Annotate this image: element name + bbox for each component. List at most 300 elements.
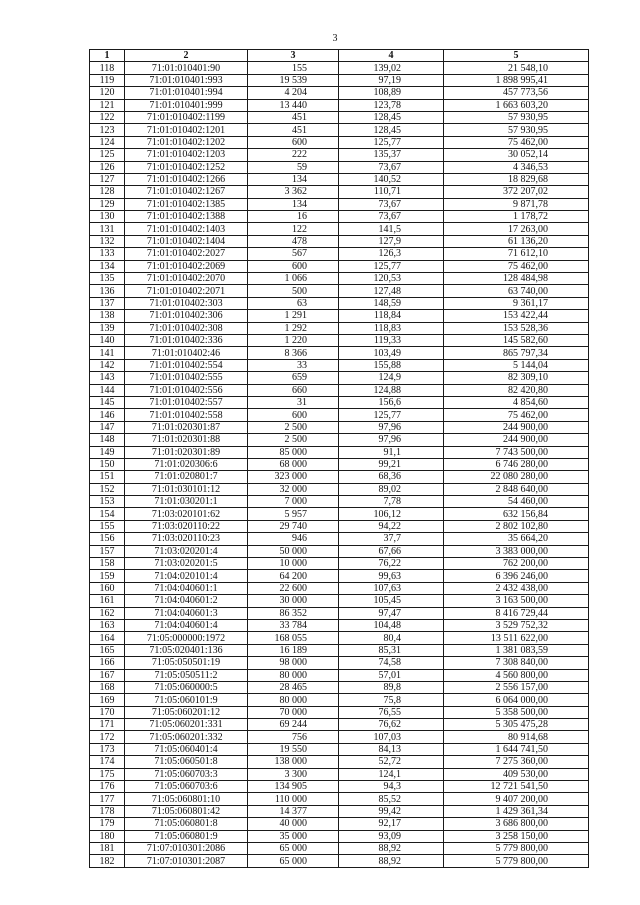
row-number-cell: 161 — [90, 595, 125, 607]
table-row — [90, 805, 589, 817]
specific-value-cell: 99,42 — [339, 805, 444, 817]
row-number-cell: 133 — [90, 248, 125, 260]
table-row — [90, 87, 589, 99]
row-number-cell: 137 — [90, 297, 125, 309]
table-row — [90, 632, 589, 644]
cadastral-value-cell: 2 556 157,00 — [444, 681, 589, 693]
table-row — [90, 533, 589, 545]
table-row — [90, 582, 589, 594]
row-number-cell: 138 — [90, 310, 125, 322]
specific-value-cell: 88,92 — [339, 843, 444, 855]
row-number-cell: 131 — [90, 223, 125, 235]
cadastral-value-cell: 2 432 438,00 — [444, 582, 589, 594]
cadastral-number-cell: 71:05:060801:42 — [125, 805, 248, 817]
row-number-cell: 164 — [90, 632, 125, 644]
specific-value-cell: 73,67 — [339, 211, 444, 223]
area-cell: 5 957 — [248, 508, 339, 520]
specific-value-cell: 118,84 — [339, 310, 444, 322]
cadastral-value-cell: 244 900,00 — [444, 434, 589, 446]
cadastral-value-cell: 1 644 741,50 — [444, 743, 589, 755]
specific-value-cell: 125,77 — [339, 260, 444, 272]
cadastral-value-cell: 9 871,78 — [444, 198, 589, 210]
cadastral-value-cell: 3 529 752,32 — [444, 619, 589, 631]
cadastral-number-cell: 71:01:010402:308 — [125, 322, 248, 334]
specific-value-cell: 37,7 — [339, 533, 444, 545]
area-cell: 50 000 — [248, 545, 339, 557]
specific-value-cell: 104,48 — [339, 619, 444, 631]
cadastral-number-cell: 71:03:020201:5 — [125, 558, 248, 570]
table-row — [90, 334, 589, 346]
cadastral-number-cell: 71:01:010402:1388 — [125, 211, 248, 223]
table-row — [90, 595, 589, 607]
row-number-cell: 150 — [90, 458, 125, 470]
cadastral-number-cell: 71:05:060501:8 — [125, 756, 248, 768]
cadastral-value-cell: 30 052,14 — [444, 149, 589, 161]
row-number-cell: 130 — [90, 211, 125, 223]
area-cell: 946 — [248, 533, 339, 545]
specific-value-cell: 84,13 — [339, 743, 444, 755]
table-body — [90, 62, 589, 867]
table-row — [90, 719, 589, 731]
cadastral-value-cell: 35 664,20 — [444, 533, 589, 545]
table-row — [90, 285, 589, 297]
table-row — [90, 396, 589, 408]
cadastral-value-cell: 17 263,00 — [444, 223, 589, 235]
cadastral-number-cell: 71:01:020301:87 — [125, 421, 248, 433]
table-row — [90, 384, 589, 396]
cadastral-number-cell: 71:03:020110:22 — [125, 520, 248, 532]
cadastral-number-cell: 71:01:010402:1201 — [125, 124, 248, 136]
table-row — [90, 248, 589, 260]
table-row — [90, 446, 589, 458]
area-cell: 168 055 — [248, 632, 339, 644]
specific-value-cell: 76,22 — [339, 558, 444, 570]
cadastral-number-cell: 71:01:010402:2069 — [125, 260, 248, 272]
cadastral-value-cell: 71 612,10 — [444, 248, 589, 260]
cadastral-number-cell: 71:07:010301:2087 — [125, 855, 248, 867]
cadastral-value-cell: 5 305 475,28 — [444, 719, 589, 731]
area-cell: 660 — [248, 384, 339, 396]
cadastral-value-cell: 8 416 729,44 — [444, 607, 589, 619]
cadastral-number-cell: 71:03:020110:23 — [125, 533, 248, 545]
cadastral-number-cell: 71:01:010402:1202 — [125, 136, 248, 148]
cadastral-number-cell: 71:05:020401:136 — [125, 644, 248, 656]
cadastral-value-cell: 5 779 800,00 — [444, 855, 589, 867]
row-number-cell: 153 — [90, 496, 125, 508]
cadastral-number-cell: 71:01:010402:558 — [125, 409, 248, 421]
table-row — [90, 235, 589, 247]
row-number-cell: 134 — [90, 260, 125, 272]
specific-value-cell: 124,1 — [339, 768, 444, 780]
area-cell: 122 — [248, 223, 339, 235]
cadastral-value-cell: 244 900,00 — [444, 421, 589, 433]
area-cell: 7 000 — [248, 496, 339, 508]
row-number-cell: 163 — [90, 619, 125, 631]
specific-value-cell: 76,55 — [339, 706, 444, 718]
cadastral-number-cell: 71:01:010402:1403 — [125, 223, 248, 235]
table-row — [90, 310, 589, 322]
cadastral-number-cell: 71:04:040601:1 — [125, 582, 248, 594]
area-cell: 65 000 — [248, 855, 339, 867]
table-row — [90, 186, 589, 198]
cadastral-number-cell: 71:01:010402:2027 — [125, 248, 248, 260]
cadastral-value-cell: 9 407 200,00 — [444, 793, 589, 805]
table-row — [90, 421, 589, 433]
row-number-cell: 168 — [90, 681, 125, 693]
table-row — [90, 322, 589, 334]
cadastral-value-cell: 153 528,36 — [444, 322, 589, 334]
specific-value-cell: 125,77 — [339, 136, 444, 148]
table-row — [90, 731, 589, 743]
table-row — [90, 347, 589, 359]
area-cell: 59 — [248, 161, 339, 173]
cadastral-number-cell: 71:01:010402:557 — [125, 396, 248, 408]
specific-value-cell: 155,88 — [339, 359, 444, 371]
table-row — [90, 508, 589, 520]
cadastral-number-cell: 71:01:010402:554 — [125, 359, 248, 371]
specific-value-cell: 123,78 — [339, 99, 444, 111]
area-cell: 28 465 — [248, 681, 339, 693]
header-cell-row-number: 1 — [90, 50, 125, 62]
area-cell: 16 189 — [248, 644, 339, 656]
area-cell: 29 740 — [248, 520, 339, 532]
cadastral-number-cell: 71:01:010402:2070 — [125, 273, 248, 285]
specific-value-cell: 85,52 — [339, 793, 444, 805]
area-cell: 14 377 — [248, 805, 339, 817]
table-row — [90, 545, 589, 557]
specific-value-cell: 75,8 — [339, 694, 444, 706]
row-number-cell: 156 — [90, 533, 125, 545]
table-row — [90, 273, 589, 285]
specific-value-cell: 105,45 — [339, 595, 444, 607]
row-number-cell: 126 — [90, 161, 125, 173]
row-number-cell: 139 — [90, 322, 125, 334]
area-cell: 134 — [248, 198, 339, 210]
row-number-cell: 146 — [90, 409, 125, 421]
cadastral-number-cell: 71:01:010402:1266 — [125, 173, 248, 185]
table-row — [90, 669, 589, 681]
cadastral-value-cell: 7 743 500,00 — [444, 446, 589, 458]
specific-value-cell: 52,72 — [339, 756, 444, 768]
area-cell: 69 244 — [248, 719, 339, 731]
cadastral-value-cell: 1 381 083,59 — [444, 644, 589, 656]
specific-value-cell: 120,53 — [339, 273, 444, 285]
table-row — [90, 198, 589, 210]
cadastral-value-cell: 75 462,00 — [444, 136, 589, 148]
area-cell: 40 000 — [248, 818, 339, 830]
cadastral-number-cell: 71:01:010401:993 — [125, 74, 248, 86]
area-cell: 32 000 — [248, 483, 339, 495]
cadastral-number-cell: 71:01:010402:336 — [125, 334, 248, 346]
cadastral-value-cell: 762 200,00 — [444, 558, 589, 570]
area-cell: 600 — [248, 260, 339, 272]
cadastral-value-cell: 4 854,60 — [444, 396, 589, 408]
specific-value-cell: 107,63 — [339, 582, 444, 594]
cadastral-value-cell: 12 721 541,50 — [444, 781, 589, 793]
cadastral-value-cell: 75 462,00 — [444, 260, 589, 272]
cadastral-number-cell: 71:01:010401:994 — [125, 87, 248, 99]
cadastral-number-cell: 71:05:060703:6 — [125, 781, 248, 793]
header-cell-area: 3 — [248, 50, 339, 62]
area-cell: 3 300 — [248, 768, 339, 780]
cadastral-number-cell: 71:03:020101:62 — [125, 508, 248, 520]
cadastral-number-cell: 71:01:010402:1404 — [125, 235, 248, 247]
cadastral-value-cell: 5 779 800,00 — [444, 843, 589, 855]
cadastral-number-cell: 71:01:010402:306 — [125, 310, 248, 322]
row-number-cell: 148 — [90, 434, 125, 446]
area-cell: 13 440 — [248, 99, 339, 111]
area-cell: 500 — [248, 285, 339, 297]
area-cell: 33 — [248, 359, 339, 371]
specific-value-cell: 91,1 — [339, 446, 444, 458]
specific-value-cell: 124,88 — [339, 384, 444, 396]
cadastral-number-cell: 71:04:040601:4 — [125, 619, 248, 631]
specific-value-cell: 93,09 — [339, 830, 444, 842]
area-cell: 659 — [248, 372, 339, 384]
cadastral-number-cell: 71:05:000000:1972 — [125, 632, 248, 644]
table-row — [90, 644, 589, 656]
row-number-cell: 149 — [90, 446, 125, 458]
row-number-cell: 165 — [90, 644, 125, 656]
cadastral-value-cell: 9 361,17 — [444, 297, 589, 309]
cadastral-value-cell: 61 136,20 — [444, 235, 589, 247]
specific-value-cell: 97,96 — [339, 421, 444, 433]
area-cell: 80 000 — [248, 694, 339, 706]
row-number-cell: 119 — [90, 74, 125, 86]
row-number-cell: 182 — [90, 855, 125, 867]
area-cell: 35 000 — [248, 830, 339, 842]
area-cell: 323 000 — [248, 471, 339, 483]
row-number-cell: 124 — [90, 136, 125, 148]
specific-value-cell: 92,17 — [339, 818, 444, 830]
cadastral-value-cell: 409 530,00 — [444, 768, 589, 780]
cadastral-value-cell: 6 396 246,00 — [444, 570, 589, 582]
area-cell: 3 362 — [248, 186, 339, 198]
specific-value-cell: 139,02 — [339, 62, 444, 74]
row-number-cell: 162 — [90, 607, 125, 619]
cadastral-value-cell: 21 548,10 — [444, 62, 589, 74]
specific-value-cell: 94,3 — [339, 781, 444, 793]
table-row — [90, 74, 589, 86]
cadastral-value-cell: 5 358 500,00 — [444, 706, 589, 718]
table-row — [90, 657, 589, 669]
row-number-cell: 155 — [90, 520, 125, 532]
area-cell: 33 784 — [248, 619, 339, 631]
table-row — [90, 483, 589, 495]
cadastral-value-cell: 2 802 102,80 — [444, 520, 589, 532]
specific-value-cell: 108,89 — [339, 87, 444, 99]
specific-value-cell: 73,67 — [339, 161, 444, 173]
cadastral-number-cell: 71:01:010402:555 — [125, 372, 248, 384]
table-row — [90, 124, 589, 136]
area-cell: 70 000 — [248, 706, 339, 718]
specific-value-cell: 135,37 — [339, 149, 444, 161]
cadastral-value-cell: 1 429 361,34 — [444, 805, 589, 817]
cadastral-number-cell: 71:01:010402:1385 — [125, 198, 248, 210]
row-number-cell: 172 — [90, 731, 125, 743]
row-number-cell: 170 — [90, 706, 125, 718]
specific-value-cell: 67,66 — [339, 545, 444, 557]
cadastral-number-cell: 71:05:060801:8 — [125, 818, 248, 830]
row-number-cell: 173 — [90, 743, 125, 755]
specific-value-cell: 107,03 — [339, 731, 444, 743]
table-row — [90, 359, 589, 371]
cadastral-value-cell: 632 156,84 — [444, 508, 589, 520]
table-row — [90, 520, 589, 532]
specific-value-cell: 97,96 — [339, 434, 444, 446]
specific-value-cell: 57,01 — [339, 669, 444, 681]
cadastral-number-cell: 71:01:010402:303 — [125, 297, 248, 309]
page-number: 3 — [332, 33, 338, 44]
cadastral-value-cell: 3 383 000,00 — [444, 545, 589, 557]
cadastral-value-cell: 4 560 800,00 — [444, 669, 589, 681]
cadastral-number-cell: 71:05:050501:19 — [125, 657, 248, 669]
cadastral-number-cell: 71:05:050511:2 — [125, 669, 248, 681]
area-cell: 68 000 — [248, 458, 339, 470]
cadastral-value-cell: 2 848 640,00 — [444, 483, 589, 495]
row-number-cell: 179 — [90, 818, 125, 830]
cadastral-value-cell: 3 258 150,00 — [444, 830, 589, 842]
specific-value-cell: 125,77 — [339, 409, 444, 421]
specific-value-cell: 85,31 — [339, 644, 444, 656]
cadastral-value-cell: 63 740,00 — [444, 285, 589, 297]
area-cell: 22 600 — [248, 582, 339, 594]
row-number-cell: 140 — [90, 334, 125, 346]
area-cell: 1 291 — [248, 310, 339, 322]
row-number-cell: 142 — [90, 359, 125, 371]
specific-value-cell: 124,9 — [339, 372, 444, 384]
row-number-cell: 128 — [90, 186, 125, 198]
cadastral-value-cell: 3 686 800,00 — [444, 818, 589, 830]
row-number-cell: 160 — [90, 582, 125, 594]
area-cell: 155 — [248, 62, 339, 74]
table-row — [90, 619, 589, 631]
area-cell: 1 220 — [248, 334, 339, 346]
table-row — [90, 111, 589, 123]
row-number-cell: 167 — [90, 669, 125, 681]
cadastral-value-cell: 80 914,68 — [444, 731, 589, 743]
area-cell: 134 905 — [248, 781, 339, 793]
table-row — [90, 161, 589, 173]
table-row — [90, 818, 589, 830]
cadastral-number-cell: 71:01:010402:1199 — [125, 111, 248, 123]
cadastral-number-cell: 71:05:060801:10 — [125, 793, 248, 805]
area-cell: 8 366 — [248, 347, 339, 359]
table-row — [90, 607, 589, 619]
table-row — [90, 781, 589, 793]
cadastral-number-cell: 71:05:060201:331 — [125, 719, 248, 731]
table-row — [90, 297, 589, 309]
cadastral-value-cell: 82 309,10 — [444, 372, 589, 384]
specific-value-cell: 106,12 — [339, 508, 444, 520]
area-cell: 600 — [248, 136, 339, 148]
table-row — [90, 855, 589, 867]
table-row — [90, 458, 589, 470]
cadastral-number-cell: 71:01:020301:88 — [125, 434, 248, 446]
cadastral-number-cell: 71:01:030101:12 — [125, 483, 248, 495]
specific-value-cell: 119,33 — [339, 334, 444, 346]
area-cell: 85 000 — [248, 446, 339, 458]
cadastral-number-cell: 71:07:010301:2086 — [125, 843, 248, 855]
table-row — [90, 496, 589, 508]
cadastral-number-cell: 71:05:060000:5 — [125, 681, 248, 693]
cadastral-number-cell: 71:01:010401:999 — [125, 99, 248, 111]
cadastral-value-cell: 3 163 500,00 — [444, 595, 589, 607]
specific-value-cell: 156,6 — [339, 396, 444, 408]
specific-value-cell: 97,19 — [339, 74, 444, 86]
row-number-cell: 127 — [90, 173, 125, 185]
cadastral-number-cell: 71:01:020306:6 — [125, 458, 248, 470]
cadastral-value-cell: 1 898 995,41 — [444, 74, 589, 86]
area-cell: 19 539 — [248, 74, 339, 86]
row-number-cell: 125 — [90, 149, 125, 161]
cadastral-number-cell: 71:01:010402:556 — [125, 384, 248, 396]
cadastral-value-cell: 4 346,53 — [444, 161, 589, 173]
cadastral-value-cell: 6 064 000,00 — [444, 694, 589, 706]
cadastral-value-cell: 54 460,00 — [444, 496, 589, 508]
land-plot-table — [89, 49, 589, 868]
specific-value-cell: 118,83 — [339, 322, 444, 334]
cadastral-value-cell: 22 080 280,00 — [444, 471, 589, 483]
area-cell: 30 000 — [248, 595, 339, 607]
cadastral-number-cell: 71:01:010402:2071 — [125, 285, 248, 297]
row-number-cell: 180 — [90, 830, 125, 842]
area-cell: 98 000 — [248, 657, 339, 669]
area-cell: 65 000 — [248, 843, 339, 855]
table-row — [90, 136, 589, 148]
row-number-cell: 175 — [90, 768, 125, 780]
area-cell: 4 204 — [248, 87, 339, 99]
cadastral-number-cell: 71:05:060201:332 — [125, 731, 248, 743]
specific-value-cell: 140,52 — [339, 173, 444, 185]
cadastral-value-cell: 457 773,56 — [444, 87, 589, 99]
area-cell: 1 292 — [248, 322, 339, 334]
specific-value-cell: 126,3 — [339, 248, 444, 260]
row-number-cell: 159 — [90, 570, 125, 582]
cadastral-value-cell: 18 829,68 — [444, 173, 589, 185]
table-row — [90, 830, 589, 842]
row-number-cell: 176 — [90, 781, 125, 793]
table-row — [90, 681, 589, 693]
specific-value-cell: 148,59 — [339, 297, 444, 309]
table-row — [90, 694, 589, 706]
row-number-cell: 152 — [90, 483, 125, 495]
cadastral-value-cell: 145 582,60 — [444, 334, 589, 346]
row-number-cell: 178 — [90, 805, 125, 817]
row-number-cell: 181 — [90, 843, 125, 855]
area-cell: 134 — [248, 173, 339, 185]
specific-value-cell: 141,5 — [339, 223, 444, 235]
row-number-cell: 121 — [90, 99, 125, 111]
table-row — [90, 434, 589, 446]
cadastral-number-cell: 71:01:010402:46 — [125, 347, 248, 359]
cadastral-value-cell: 7 308 840,00 — [444, 657, 589, 669]
area-cell: 63 — [248, 297, 339, 309]
area-cell: 110 000 — [248, 793, 339, 805]
specific-value-cell: 94,22 — [339, 520, 444, 532]
area-cell: 2 500 — [248, 434, 339, 446]
cadastral-value-cell: 57 930,95 — [444, 124, 589, 136]
header-cell-cadastral-number: 2 — [125, 50, 248, 62]
row-number-cell: 174 — [90, 756, 125, 768]
cadastral-number-cell: 71:04:040601:2 — [125, 595, 248, 607]
area-cell: 478 — [248, 235, 339, 247]
row-number-cell: 120 — [90, 87, 125, 99]
specific-value-cell: 74,58 — [339, 657, 444, 669]
row-number-cell: 136 — [90, 285, 125, 297]
row-number-cell: 157 — [90, 545, 125, 557]
cadastral-value-cell: 153 422,44 — [444, 310, 589, 322]
